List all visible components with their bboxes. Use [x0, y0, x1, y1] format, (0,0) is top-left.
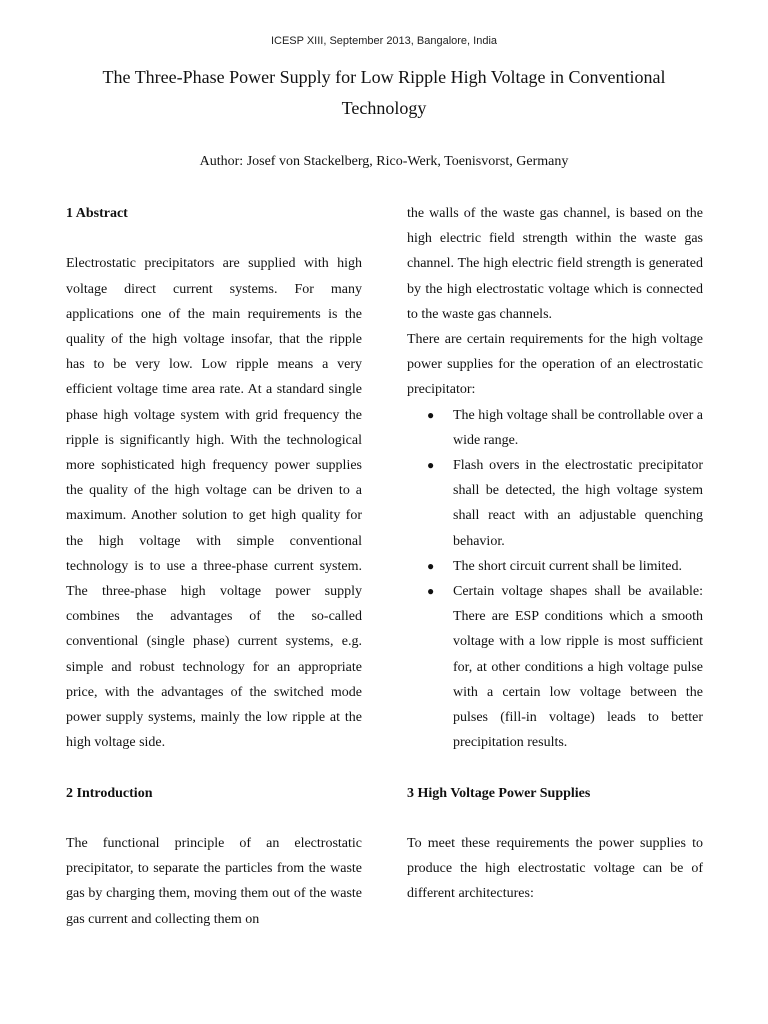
bullet-icon: ●	[427, 584, 435, 599]
conference-header: ICESP XIII, September 2013, Bangalore, India	[270, 35, 498, 47]
list-item-text: Flash overs in the electrostatic precipitator shall be detected, the high voltage system shall react with an adjustable quenching behavior.	[453, 458, 703, 549]
paper-title: The Three-Phase Power Supply for Low Ripple High Voltage in Conventional Technology	[102, 67, 666, 118]
introduction-heading: 2 Introduction	[66, 785, 153, 801]
list-item-text: Certain voltage shapes shall be available: There are ESP conditions which a smooth voltage with a low ripple is most sufficient for, at other conditions a high voltage pulse with a certain low voltage between the pulses (fill-in voltage) leads to better precipitation results.	[453, 584, 703, 751]
abstract-heading: 1 Abstract	[66, 206, 128, 221]
bullet-icon: ●	[427, 558, 435, 573]
requirements-list	[407, 403, 703, 756]
list-item-text: The short circuit current shall be limited.	[453, 558, 682, 574]
list-item	[407, 453, 703, 554]
list-item	[407, 403, 703, 453]
hv-supplies-text: To meet these requirements the power supplies to produce the high electrostatic voltage can be of different architectures:	[407, 836, 703, 902]
requirements-text: There are certain requirements for the high voltage power supplies for the operation of an electrostatic precipitator:	[407, 332, 703, 398]
left-column	[66, 201, 362, 932]
author-line: Author: Josef von Stackelberg, Rico-Werk, Toenisvorst, Germany	[199, 154, 569, 169]
right-column	[407, 201, 703, 907]
bullet-icon: ●	[427, 458, 435, 473]
introduction-text: The functional principle of an electrostatic precipitator, to separate the particles from the waste gas by charging them, moving them out of the waste gas current and collecting them on	[66, 836, 362, 927]
abstract-text: Electrostatic precipitators are supplied with high voltage direct current systems. For many applications one of the main requirements is the quality of the high voltage insofar, that the ripple has to be very low. Low ripple means a very efficient voltage time area rate. At a standard single phase high voltage system with grid frequency the ripple is significantly high. With the technological more sophisticated high frequency power supplies the quality of the high voltage can be driven to a maximum. Another solution to get high quality for the high voltage with simple conventional technology is to use a three-phase current system. The three-phase high voltage power supply combines the advantages of the so-called conventional (single phase) current systems, e.g. simple and robust technology for an appropriate price, with the advantages of the switched mode power supply systems, mainly the low ripple at the high voltage side.	[66, 256, 362, 751]
bullet-icon: ●	[427, 407, 435, 422]
list-item	[407, 579, 703, 755]
list-item-text: The high voltage shall be controllable over a wide range.	[453, 407, 703, 448]
hv-supplies-heading: 3 High Voltage Power Supplies	[407, 785, 591, 801]
introduction-continued: the walls of the waste gas channel, is based on the high electric field strength within the waste gas channel. The high electric field strength is generated by the high electrostatic voltage which is connected to the waste gas channels.	[407, 206, 703, 322]
list-item	[407, 554, 703, 579]
